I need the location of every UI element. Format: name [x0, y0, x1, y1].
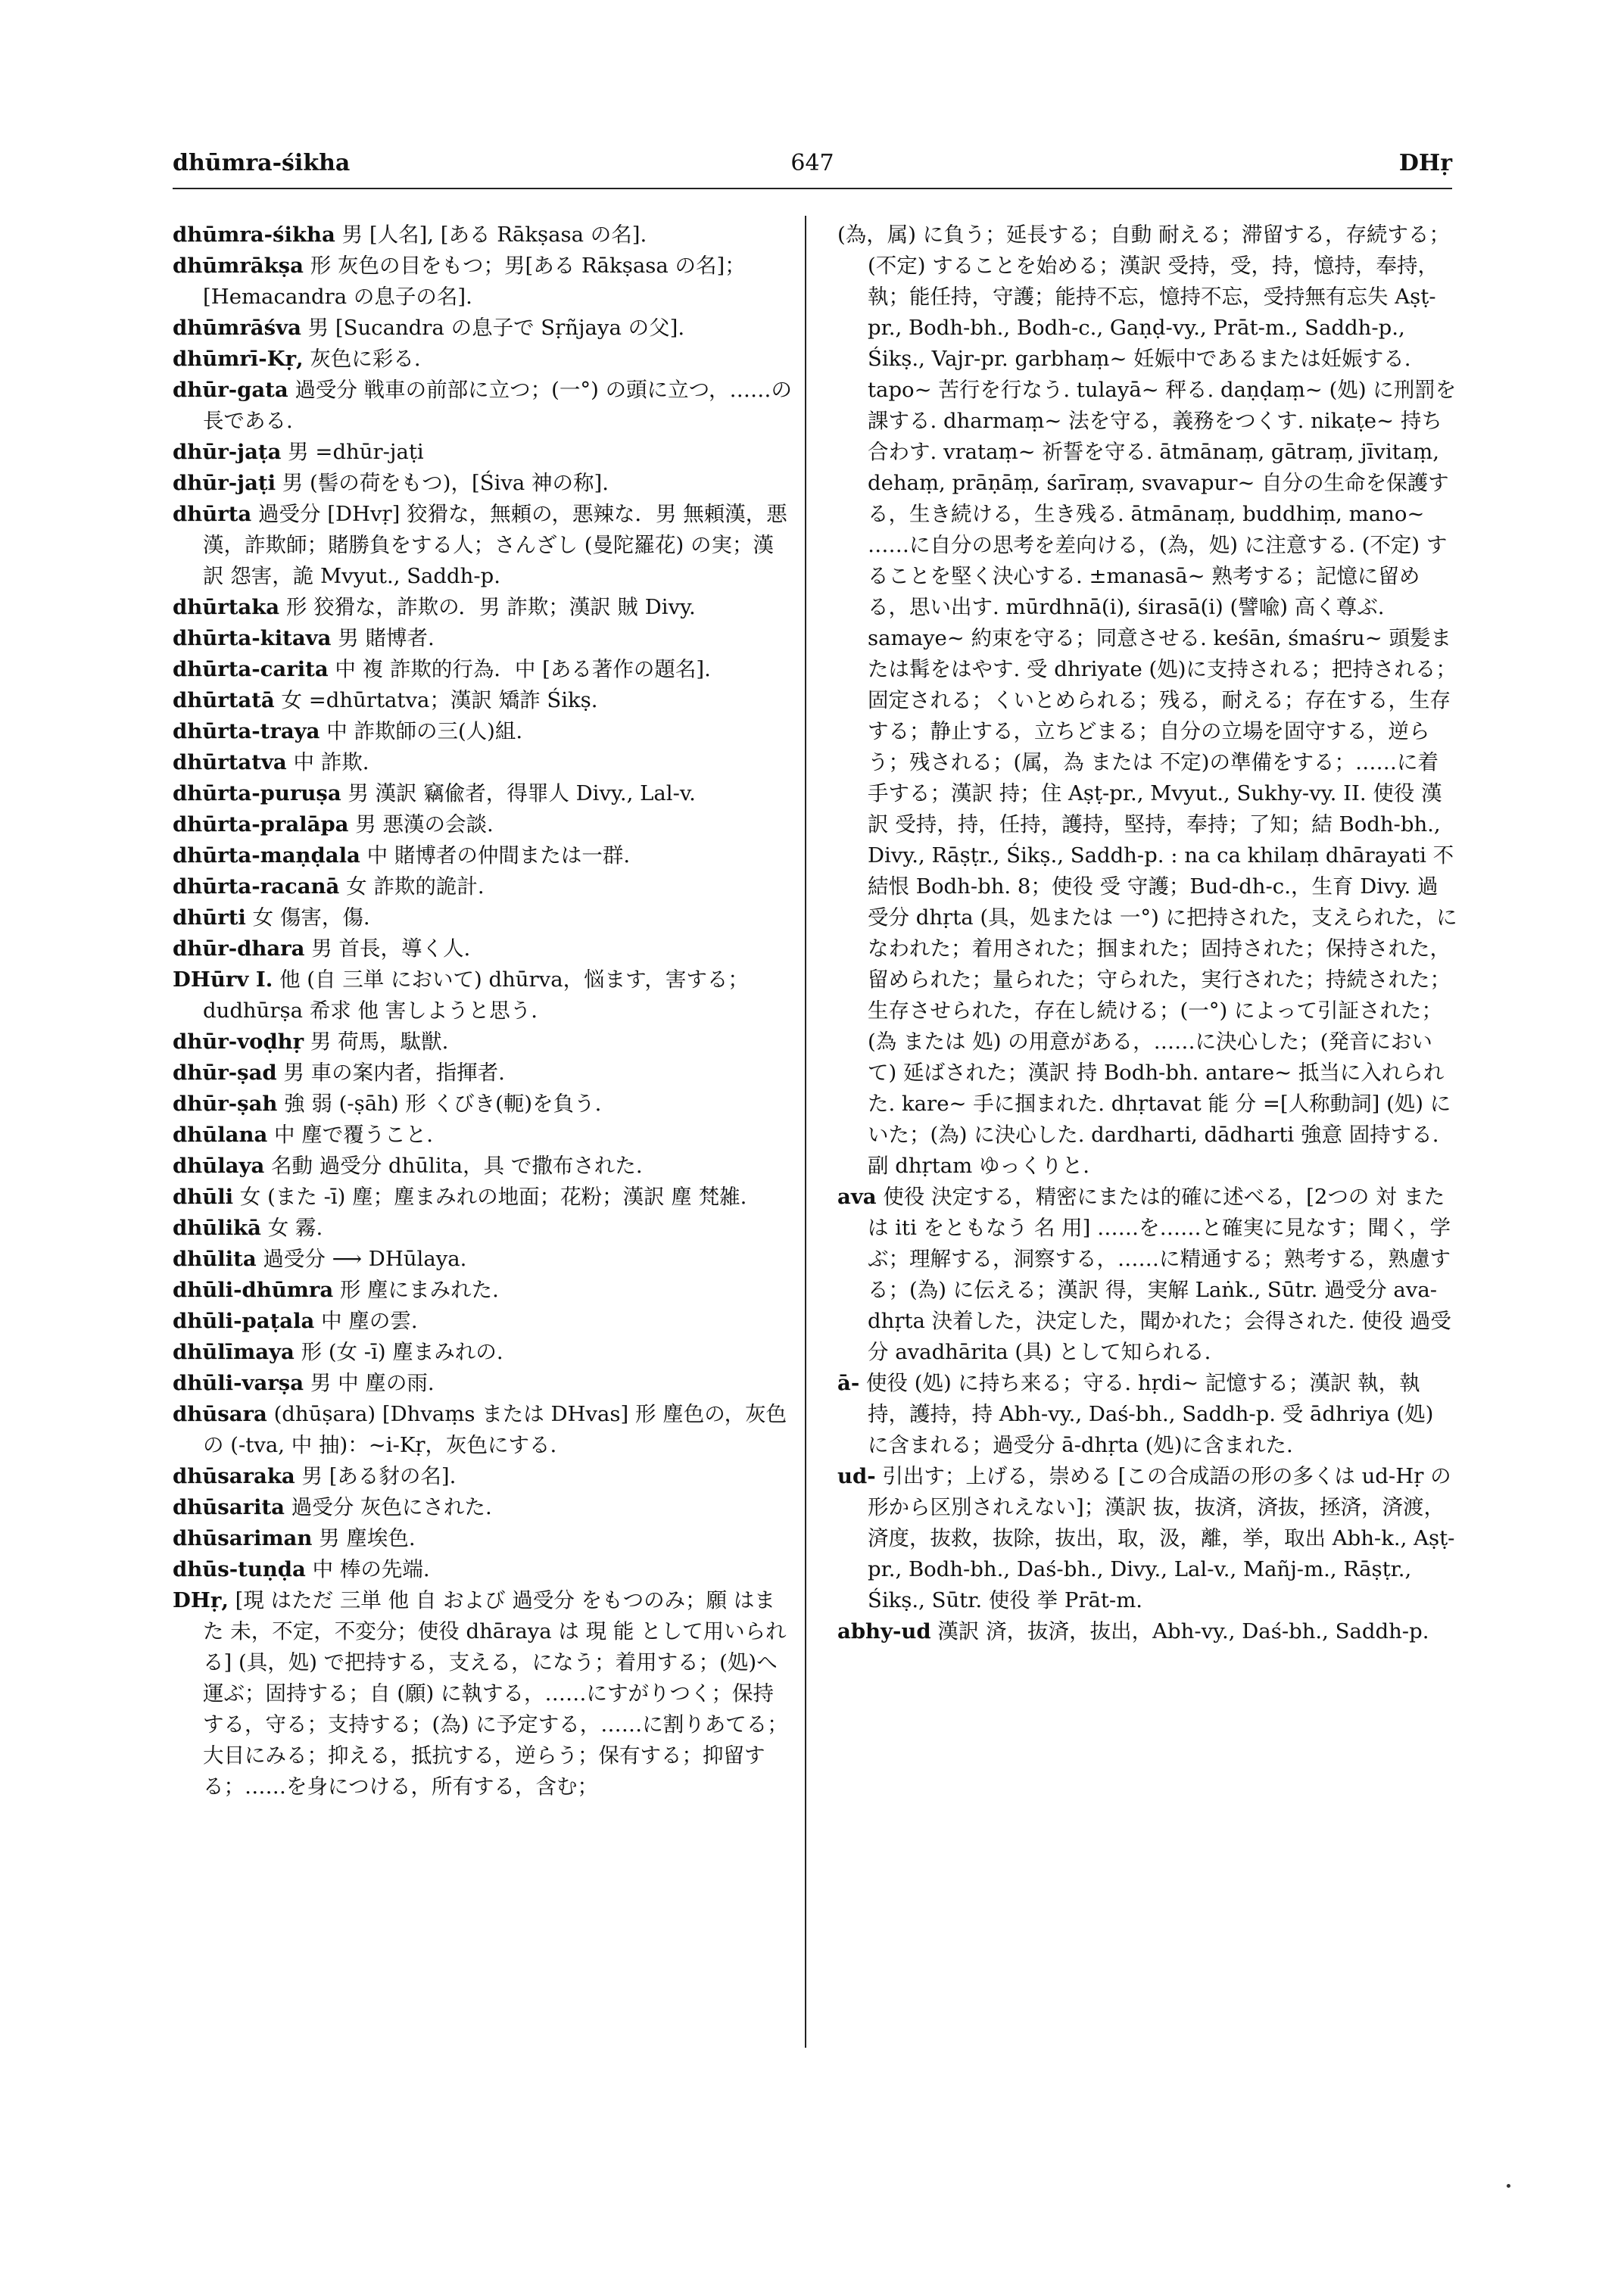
dictionary-entry [173, 1399, 793, 1461]
dictionary-entry [173, 313, 793, 344]
entry-definition: 中 賭博者の仲間または一群. [366, 843, 631, 868]
entry-definition: 男 [ある豺の名]. [301, 1464, 457, 1488]
entry-headword: dhūr-jaṭi [173, 471, 276, 495]
entry-headword: dhūlaya [173, 1154, 265, 1178]
entry-definition: 女 =dhūrtatva；漢訳 矯詐 Śikṣ. [281, 688, 598, 712]
dictionary-entry [173, 623, 793, 654]
dictionary-entry [837, 1616, 1458, 1647]
entry-headword: dhūrta-kitava [173, 626, 332, 650]
entry-headword: dhūrta-pralāpa [173, 812, 349, 837]
dictionary-entry [173, 592, 793, 623]
header-guide-word-left: dhūmra-śikha [173, 150, 351, 176]
page-number: 647 [790, 150, 834, 176]
entry-definition: 男 (髻の荷をもつ)，[Śiva 神の称]. [282, 471, 609, 495]
entry-definition: (dhūṣara) [Dhvaṃs または DHvas] 形 塵色の，灰色の (-tva, 中 抽)：~i-Kṛ，灰色にする. [203, 1402, 787, 1457]
dictionary-entry [173, 685, 793, 716]
dictionary-entry [173, 1523, 793, 1554]
dictionary-entry [173, 1368, 793, 1399]
dictionary-entry [173, 1213, 793, 1244]
entry-headword: dhūli [173, 1185, 234, 1209]
dictionary-entry [837, 1182, 1458, 1368]
entry-headword: dhūmra-śikha [173, 223, 335, 247]
entry-definition: 過受分 戦車の前部に立つ；(一°) の頭に立つ，……の長である. [203, 378, 793, 433]
entry-headword: dhūmrī-Kṛ, [173, 347, 304, 371]
entry-definition: [現 はただ 三単 他 自 および 過受分 をもつのみ；願 はまた 未，不定，不変分；使役 dhāraya は 現 能 として用いられる] (具，処) で把持する，支える，になう；着用する；(処)へ運ぶ；固持する；自 (願) に執する，……にすがりつく；保持する，守る；支持する；(為) に予定する，……に割りあてる；大目にみる；抑える，抵抗する，逆らう；保有する；抑留する；……を身につける，所有する，含む； [203, 1588, 788, 1799]
entry-headword: dhūrta-racanā [173, 874, 340, 899]
entry-definition: 中 複 詐欺的行為．中 [ある著作の題名]. [335, 657, 711, 681]
entry-headword: dhūrtatva [173, 750, 287, 774]
entry-definition: 男 [Sucandra の息子で Sṛñjaya の父]. [307, 316, 685, 340]
dictionary-entry [173, 1089, 793, 1120]
dictionary-entry [173, 1058, 793, 1089]
dictionary-entry [173, 1151, 793, 1182]
entry-definition: 過受分 ⟶ DHūlaya. [263, 1247, 467, 1271]
dictionary-entry [173, 499, 793, 592]
dictionary-entry [173, 716, 793, 747]
page-mark-dot [1507, 2184, 1510, 2188]
dictionary-entry [173, 871, 793, 902]
entry-headword: dhūli-dhūmra [173, 1278, 334, 1302]
entry-definition: (為，属) に負う；延長する；自動 耐える；滞留する，存続する；(不定) することを始める；漢訳 受持，受，持，憶持，奉持，執；能任持，守護；能持不忘，憶持不忘，受持無有忘失 Aṣṭ-pr., Bodh-bh., Bodh-c., Gaṇḍ-vy., Prāt-m., Saddh-p., Śikṣ., Vajr-pr. garbhaṃ~ 妊娠中であるまたは妊娠する. tapo~ 苦行を行なう. tulayā~ 秤る. daṇḍaṃ~ (処) に刑罰を課する. dharmaṃ~ 法を守る，義務をつくす. nikaṭe~ 持ち合わす. vrataṃ~ 祈誓を守る. ātmānaṃ, gātraṃ, jīvitaṃ, dehaṃ, prāṇāṃ, śarīraṃ, svavapur~ 自分の生命を保護する，生き続ける，生き残る. ātmānaṃ, buddhiṃ, mano~ ……に自分の思考を差向ける，(為，処) に注意する. (不定) することを堅く決心する. ±manasā~ 熟考する；記憶に留める，思い出す. mūrdhnā(i), śirasā(i) (譬喩) 高く尊ぶ. samaye~ 約束を守る；同意させる. keśān, śmaśru~ 頭髪または髯をはやす. 受 dhriyate (処)に支持される；把持される；固定される；くいとめられる；残る，耐える；存在する，生存する；静止する，立ちどまる；自分の立場を固守する，逆らう；残される；(属，為 または 不定)の準備をする；……に着手する；漢訳 持；住 Aṣṭ-pr., Mvyut., Sukhy-vy. II. 使役 漢訳 受持，持，任持，護持，堅持，奉持；了知；結 Bodh-bh., Divy., Rāṣṭr., Śikṣ., Saddh-p. : na ca khilaṃ dhārayati 不結恨 Bodh-bh. 8；使役 受 守護；Bud-dh-c.，生育 Divy. 過受分 dhṛta (具，処または 一°) に把持された，支えられた，になわれた；着用された；掴まれた；固持された；保持された，留められた；量られた；守られた，実行された；持続された；生存させられた，存在し続ける；(一°) によって引証された；(為 または 処) の用意がある，……に決心した；(発音において) 延ばされた；漢訳 持 Bodh-bh. antare~ 抵当に入れられた. kare~ 手に掴まれた. dhṛtavat 能 分 =[人称動詞] (処) にいた；(為) に決心した. dardharti, dādharti 強意 固持する. 副 dhṛtam ゆっくりと. [837, 223, 1457, 1178]
entry-headword: dhūr-dhara [173, 936, 305, 961]
entry-definition: 強 弱 (-ṣāh) 形 くびき(軛)を負う. [284, 1092, 602, 1116]
dictionary-entry [173, 778, 793, 809]
entry-headword: dhūmrāśva [173, 316, 301, 340]
right-column [837, 220, 1458, 1647]
dictionary-entry [173, 251, 793, 313]
dictionary-entry [837, 220, 1458, 1182]
entry-definition: 他 (自 三単 において) dhūrva，悩ます，害する；dudhūrṣa 希求 他 害しようと思う. [203, 967, 749, 1023]
dictionary-entry [173, 1492, 793, 1523]
dictionary-entry [173, 902, 793, 933]
entry-definition: 引出す；上げる，崇める [この合成語の形の多くは ud-Hṛ の形から区別されえない]；漢訳 抜，抜済，済抜，拯済，済渡，済度，抜救，抜除，抜出，取，汲，離，挙，取出 Abh-k., Aṣṭ-pr., Bodh-bh., Daś-bh., Divy., Lal-v., Mañj-m., Rāṣṭr., Śikṣ., Sūtr. 使役 挙 Prāt-m. [868, 1464, 1455, 1612]
entry-definition: 男 首長，導く人. [311, 936, 471, 961]
entry-definition: 女 (また -ī) 塵；塵まみれの地面；花粉；漢訳 塵 梵雑. [239, 1185, 747, 1209]
entry-definition: 名動 過受分 dhūlita，具 で撒布された. [271, 1154, 643, 1178]
entry-headword: dhūsarita [173, 1495, 285, 1519]
entry-definition: 使役 (処) に持ち来る；守る. hṛdi~ 記憶する；漢訳 執，執持，護持，持 Abh-vy., Daś-bh., Saddh-p. 受 ādhriya (処) に含まれる；過受分 ā-dhṛta (処)に含まれた. [865, 1371, 1434, 1457]
entry-definition: 使役 決定する，精密にまたは的確に述べる，[2つの 対 または iti をともなう 名 用] ……を……と確実に見なす；聞く，学ぶ；理解する，洞察する，……に精通する；熟考する，熟慮する；(為) に伝える；漢訳 得，実解 Laṅk., Sūtr. 過受分 ava-dhṛta 決着した，決定した，聞かれた；会得された. 使役 過受分 avadhārita (具) として知られる. [868, 1185, 1451, 1364]
entry-definition: 中 棒の先端. [312, 1557, 430, 1581]
entry-headword: dhūlīmaya [173, 1340, 295, 1364]
page-header [173, 150, 1452, 189]
dictionary-entry [173, 375, 793, 437]
dictionary-entry [173, 468, 793, 499]
dictionary-entry [173, 437, 793, 468]
entry-headword: dhūr-jaṭa [173, 440, 282, 464]
dictionary-entry [173, 1244, 793, 1275]
dictionary-entry [173, 1554, 793, 1585]
entry-definition: 男 [人名], [ある Rākṣasa の名]. [341, 223, 647, 247]
left-column [173, 220, 793, 1802]
entry-definition: 男 荷馬，駄獣. [310, 1030, 449, 1054]
entry-headword: ava [837, 1185, 877, 1209]
dictionary-entry [173, 654, 793, 685]
entry-headword: dhūrta-carita [173, 657, 329, 681]
entry-headword: dhūsariman [173, 1526, 313, 1550]
entry-headword: dhūr-voḍhṛ [173, 1030, 304, 1054]
dictionary-entry [173, 1182, 793, 1213]
entry-headword: dhūlita [173, 1247, 257, 1271]
entry-headword: dhūmrākṣa [173, 254, 304, 278]
entry-headword: abhy-ud [837, 1619, 931, 1643]
dictionary-entry [173, 1027, 793, 1058]
dictionary-entry [173, 1337, 793, 1368]
entry-headword: dhūs-tuṇḍa [173, 1557, 306, 1581]
entry-headword: dhūrti [173, 905, 246, 930]
entry-definition: 男 車の案内者，指揮者. [283, 1061, 505, 1085]
dictionary-entry [173, 1120, 793, 1151]
entry-headword: dhūli-paṭala [173, 1309, 315, 1333]
header-guide-word-right: DHṛ [1398, 150, 1452, 176]
entry-headword: dhūli-varṣa [173, 1371, 304, 1395]
entry-definition: 中 詐欺師の三(人)組. [326, 719, 523, 743]
entry-definition: 過受分 灰色にされた. [291, 1495, 492, 1519]
dictionary-entry [173, 964, 793, 1027]
dictionary-entry [173, 220, 793, 251]
entry-definition: 男 中 塵の雨. [310, 1371, 435, 1395]
entry-definition: 形 灰色の目をもつ；男[ある Rākṣasa の名]；[Hemacandra の息子の名]. [203, 254, 746, 309]
entry-definition: 男 =dhūr-jaṭi [288, 440, 424, 464]
dictionary-entry [173, 747, 793, 778]
dictionary-entry [837, 1461, 1458, 1616]
entry-headword: dhūrta [173, 502, 252, 526]
entry-definition: 男 悪漢の会談. [355, 812, 494, 837]
entry-definition: 男 賭博者. [338, 626, 435, 650]
dictionary-entry [173, 809, 793, 840]
dictionary-entry [173, 1461, 793, 1492]
entry-definition: 男 塵埃色. [319, 1526, 416, 1550]
entry-definition: 形 狡猾な，詐欺の．男 詐欺；漢訳 賊 Divy. [285, 595, 696, 619]
dictionary-entry [173, 1306, 793, 1337]
entry-definition: 女 霧. [267, 1216, 323, 1240]
entry-headword: dhūrtaka [173, 595, 280, 619]
entry-headword: dhūr-ṣad [173, 1061, 277, 1085]
entry-definition: 中 塵の雲. [321, 1309, 418, 1333]
entry-headword: dhūsaraka [173, 1464, 295, 1488]
entry-headword: DHūrv I. [173, 967, 273, 992]
entry-headword: dhūrta-traya [173, 719, 320, 743]
dictionary-entry [173, 1585, 793, 1802]
entry-headword: dhūlana [173, 1123, 268, 1147]
entry-headword: dhūr-ṣah [173, 1092, 278, 1116]
entry-definition: 形 塵にまみれた. [339, 1278, 499, 1302]
entry-headword: dhūrta-puruṣa [173, 781, 341, 805]
entry-headword: DHṛ, [173, 1588, 229, 1612]
entry-definition: 女 詐欺的詭計. [346, 874, 485, 899]
dictionary-entry [173, 933, 793, 964]
entry-definition: 灰色に彩る. [310, 347, 421, 371]
dictionary-entry [173, 344, 793, 375]
entry-definition: 過受分 [DHvṛ] 狡猾な，無頼の，悪辣な．男 無頼漢，悪漢，詐欺師；賭勝負をする人；さんざし (曼陀羅花) の実；漢訳 怨害，詭 Mvyut., Saddh-p. [203, 502, 787, 588]
entry-definition: 形 (女 -ī) 塵まみれの. [301, 1340, 503, 1364]
entry-headword: ud- [837, 1464, 876, 1488]
dictionary-entry [173, 840, 793, 871]
dictionary-entry [173, 1275, 793, 1306]
column-divider [805, 216, 806, 2048]
entry-headword: dhūr-gata [173, 378, 288, 402]
entry-definition: 中 塵で覆うこと. [274, 1123, 434, 1147]
entry-headword: dhūrta-maṇḍala [173, 843, 360, 868]
entry-definition: 男 漢訳 竊偸者，得罪人 Divy., Lal-v. [348, 781, 696, 805]
entry-headword: dhūrtatā [173, 688, 275, 712]
entry-headword: dhūsara [173, 1402, 267, 1426]
entry-definition: 中 詐欺. [293, 750, 369, 774]
entry-definition: 女 傷害，傷. [252, 905, 370, 930]
entry-headword: ā- [837, 1371, 860, 1395]
entry-headword: dhūlikā [173, 1216, 261, 1240]
dictionary-entry [837, 1368, 1458, 1461]
entry-definition: 漢訳 済，抜済，抜出，Abh-vy., Daś-bh., Saddh-p. [937, 1619, 1429, 1643]
